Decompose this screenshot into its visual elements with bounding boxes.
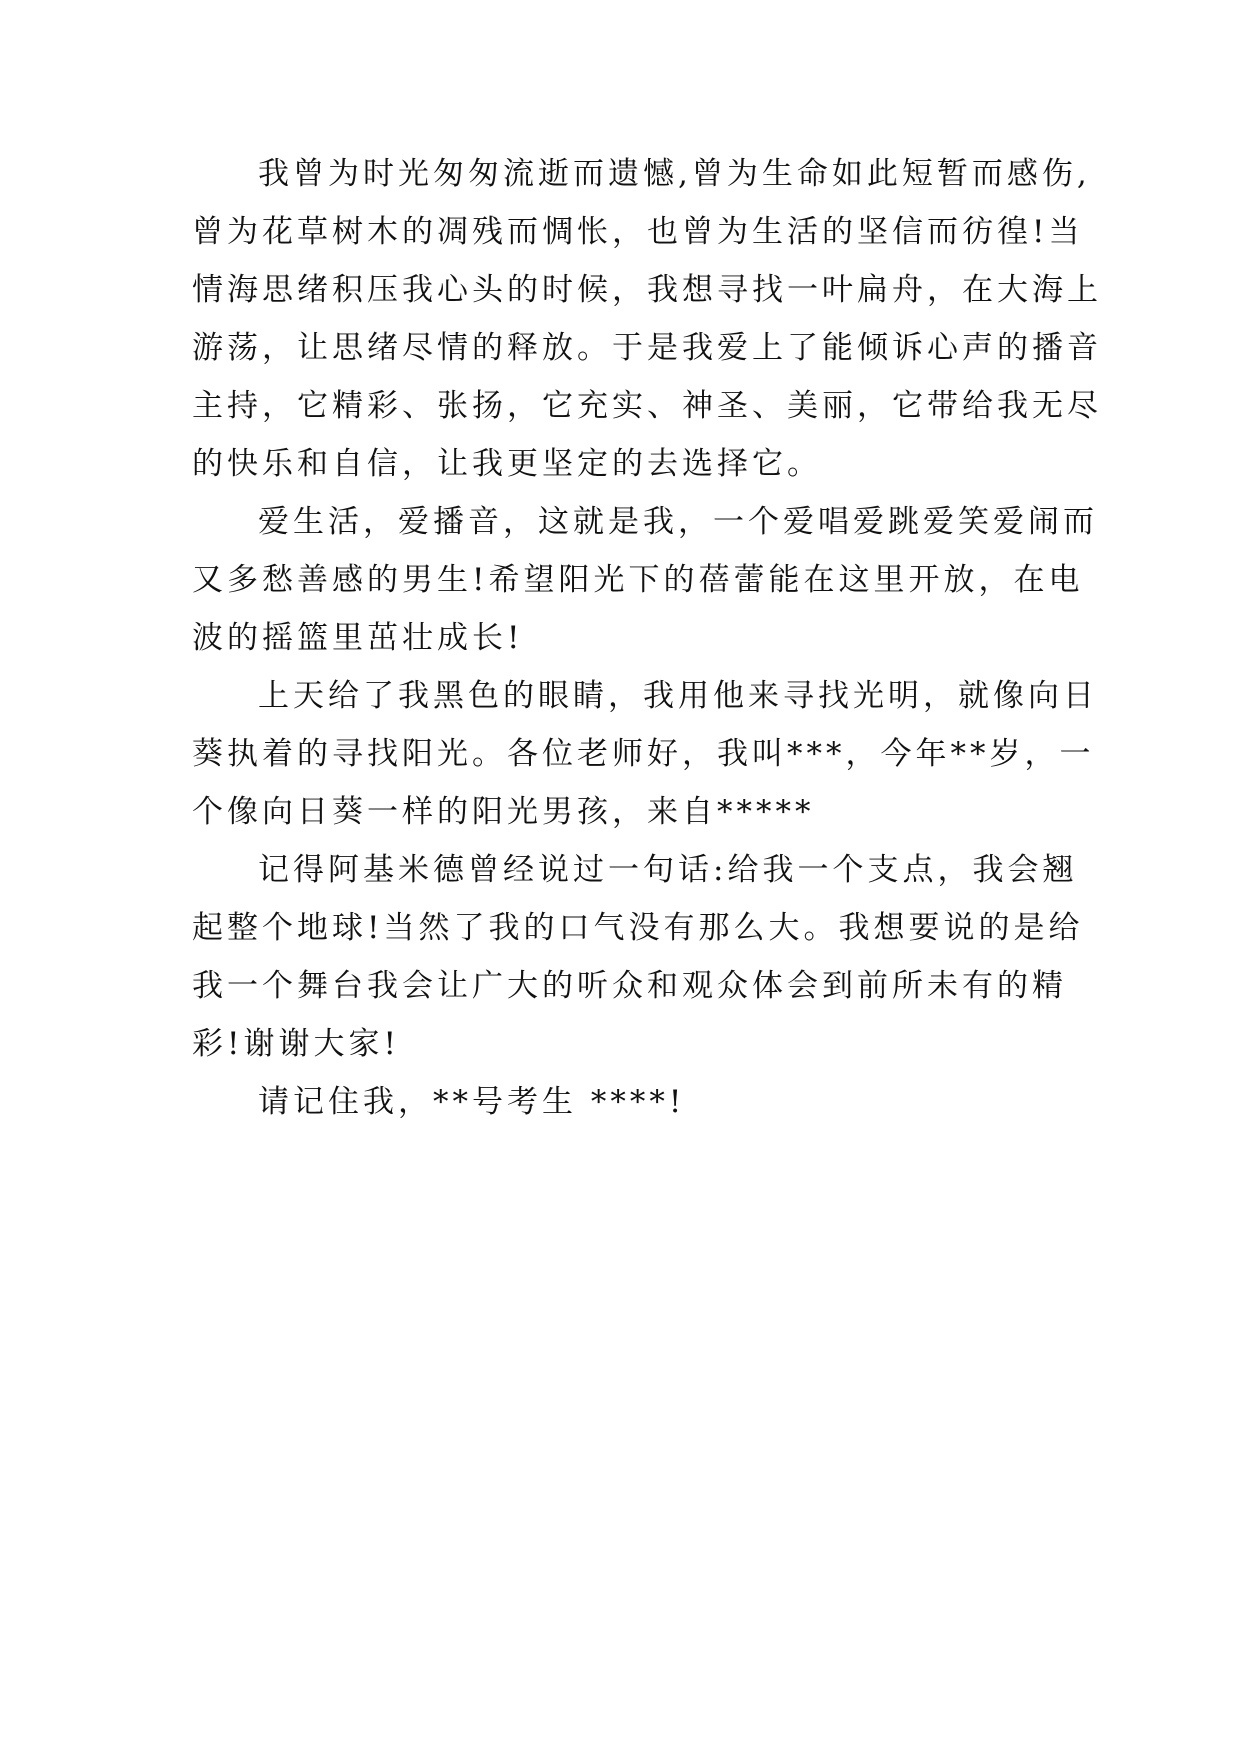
text-line: 葵执着的寻找阳光。各位老师好，我叫***，今年**岁，一	[192, 736, 1095, 772]
text-line: 主持，它精彩、张扬，它充实、神圣、美丽，它带给我无尽	[192, 388, 1102, 424]
text-line: 个像向日葵一样的阳光男孩，来自*****	[192, 794, 815, 830]
text-line: 上天给了我黑色的眼睛，我用他来寻找光明，就像向日	[258, 678, 1098, 714]
text-line: 情海思绪积压我心头的时候，我想寻找一叶扁舟，在大海上	[192, 272, 1102, 308]
text-line: 起整个地球!当然了我的口气没有那么大。我想要说的是给	[192, 910, 1084, 946]
text-line: 爱生活，爱播音，这就是我，一个爱唱爱跳爱笑爱闹而	[258, 504, 1098, 540]
text-line: 请记住我，**号考生 ****!	[258, 1084, 686, 1120]
text-line: 的快乐和自信，让我更坚定的去选择它。	[192, 446, 822, 482]
text-line: 我一个舞台我会让广大的听众和观众体会到前所未有的精	[192, 968, 1067, 1004]
text-line: 记得阿基米德曾经说过一句话:给我一个支点，我会翘	[258, 852, 1078, 888]
text-line: 彩!谢谢大家!	[192, 1026, 400, 1062]
text-line: 游荡，让思绪尽情的释放。于是我爱上了能倾诉心声的播音	[192, 330, 1102, 366]
text-line: 又多愁善感的男生!希望阳光下的蓓蕾能在这里开放，在电	[192, 562, 1084, 598]
text-line: 波的摇篮里茁壮成长!	[192, 620, 524, 656]
text-line: 我曾为时光匆匆流逝而遗憾,曾为生命如此短暂而感伤,	[258, 156, 1091, 192]
text-line: 曾为花草树木的凋残而惆怅，也曾为生活的坚信而彷徨!当	[192, 214, 1084, 250]
